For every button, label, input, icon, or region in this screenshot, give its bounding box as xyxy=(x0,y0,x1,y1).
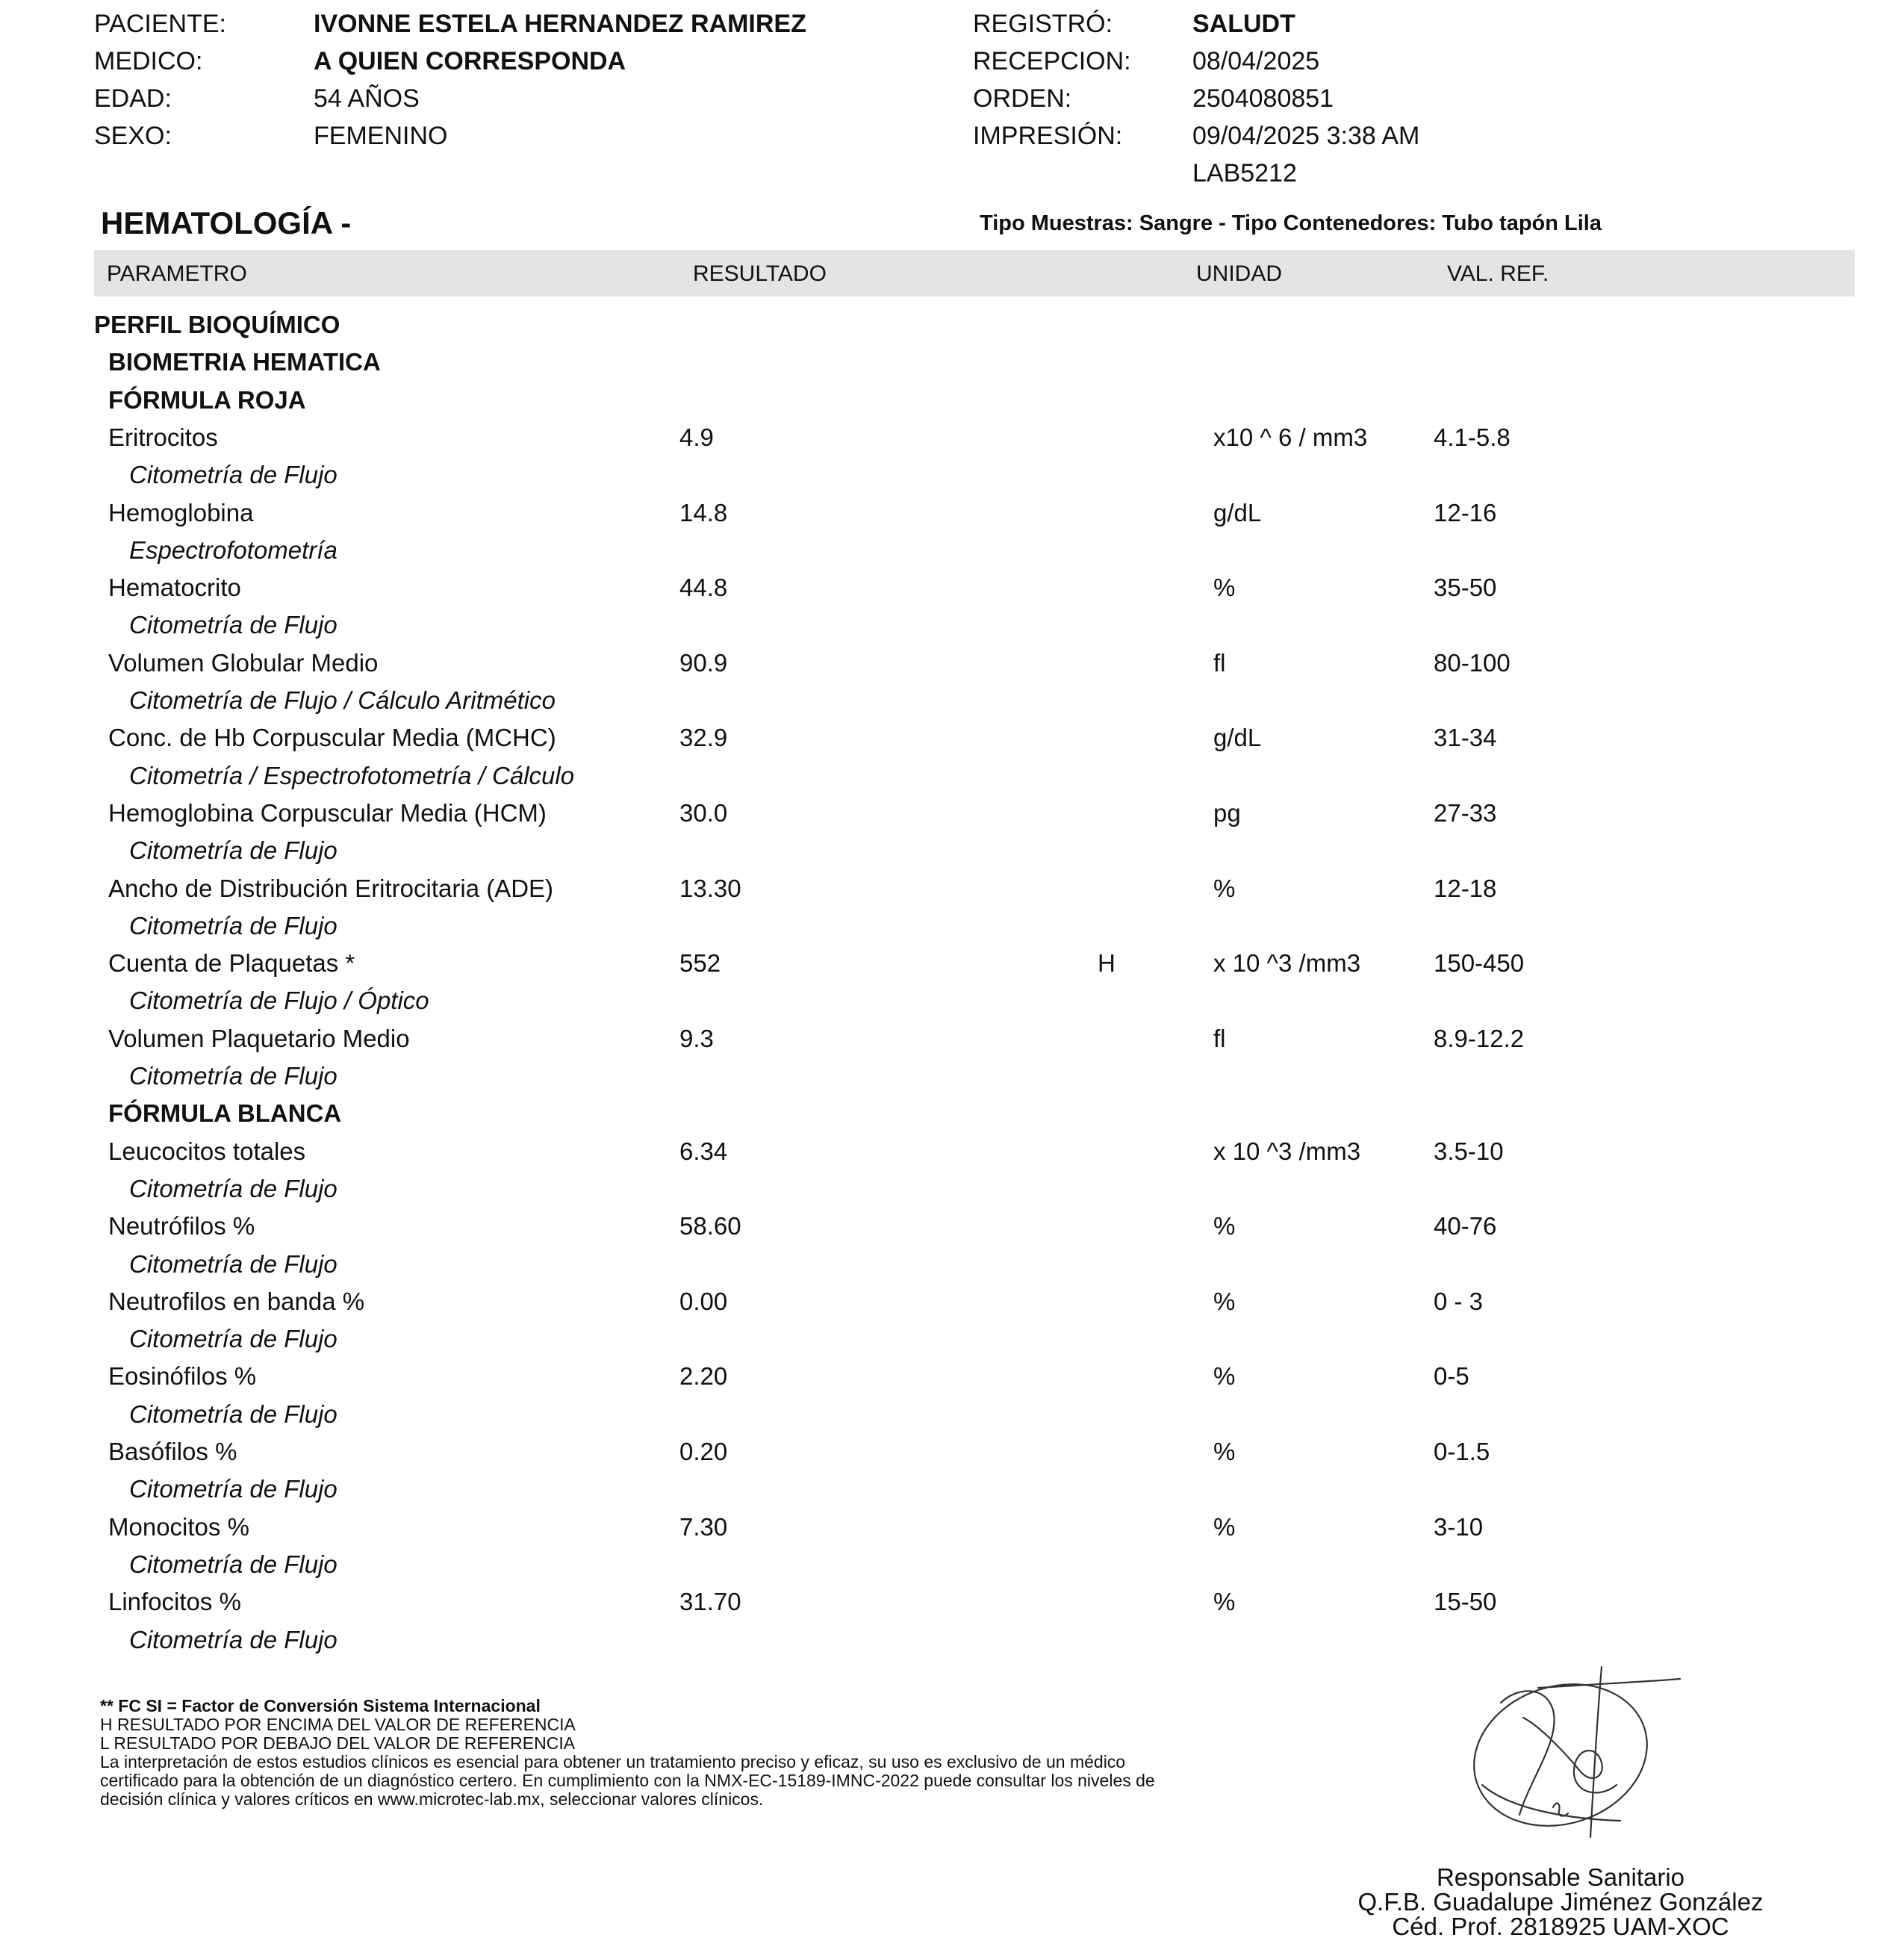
method-text: Citometría de Flujo xyxy=(129,836,337,864)
method-row xyxy=(0,836,1904,873)
test-unit: x 10 ^3 /mm3 xyxy=(1213,1137,1361,1165)
method-row xyxy=(0,1550,1904,1587)
test-name: Leucocitos totales xyxy=(108,1137,306,1165)
patient-field-value: FEMENINO xyxy=(314,122,448,150)
test-reference: 0-1.5 xyxy=(1434,1438,1490,1465)
method-text: Citometría de Flujo xyxy=(129,1250,337,1278)
group-heading xyxy=(0,347,1904,385)
method-row xyxy=(0,1324,1904,1361)
test-reference: 35-50 xyxy=(1434,574,1497,601)
table-row xyxy=(0,498,1904,535)
test-result: 31.70 xyxy=(679,1588,741,1615)
column-resultado: RESULTADO xyxy=(693,261,827,286)
test-unit: % xyxy=(1213,1288,1236,1315)
method-row xyxy=(0,610,1904,647)
test-name: Hemoglobina xyxy=(108,499,254,527)
test-result: 32.9 xyxy=(679,724,728,751)
method-row xyxy=(0,761,1904,798)
method-row xyxy=(0,1625,1904,1662)
method-row xyxy=(0,911,1904,948)
test-reference: 12-18 xyxy=(1434,875,1497,902)
method-text: Citometría de Flujo xyxy=(129,1550,337,1578)
group-heading xyxy=(0,385,1904,423)
patient-field-value: 08/04/2025 xyxy=(1192,47,1320,75)
test-result: 0.20 xyxy=(679,1438,728,1465)
test-result: 2.20 xyxy=(679,1362,728,1390)
test-reference: 12-16 xyxy=(1434,499,1497,527)
patient-field-value: 54 AÑOS xyxy=(314,84,420,113)
group-title: FÓRMULA ROJA xyxy=(108,386,306,414)
test-name: Neutrofilos en banda % xyxy=(108,1288,365,1315)
test-unit: % xyxy=(1213,1513,1236,1541)
test-reference: 4.1-5.8 xyxy=(1434,423,1511,451)
test-name: Volumen Plaquetario Medio xyxy=(108,1025,410,1052)
test-result: 6.34 xyxy=(679,1137,728,1165)
test-unit: % xyxy=(1213,1212,1236,1240)
test-reference: 40-76 xyxy=(1434,1212,1497,1240)
test-reference: 150-450 xyxy=(1434,949,1525,977)
test-unit: fl xyxy=(1213,1025,1226,1052)
table-row xyxy=(0,874,1904,911)
test-reference: 0 - 3 xyxy=(1434,1288,1484,1315)
table-row xyxy=(0,1361,1904,1399)
footnote-line: certificado para la obtención de un diagnóstico certero. En cumplimiento con la NMX-EC-15189-IMNC-2022 puede consultar los niveles de xyxy=(100,1771,1155,1790)
column-unidad: UNIDAD xyxy=(1196,261,1283,286)
patient-field-value: IVONNE ESTELA HERNANDEZ RAMIREZ xyxy=(314,10,806,38)
table-row xyxy=(0,1211,1904,1249)
test-reference: 80-100 xyxy=(1434,649,1511,677)
test-name: Cuenta de Plaquetas * xyxy=(108,949,355,977)
table-row xyxy=(0,1137,1904,1174)
patient-field-label: REGISTRÓ: xyxy=(973,10,1113,38)
test-unit: x 10 ^3 /mm3 xyxy=(1213,949,1361,977)
method-row xyxy=(0,460,1904,497)
test-name: Hemoglobina Corpuscular Media (HCM) xyxy=(108,799,547,827)
test-result: 30.0 xyxy=(679,799,728,827)
test-unit: % xyxy=(1213,1362,1236,1390)
method-text: Espectrofotometría xyxy=(129,536,337,564)
footnote-line: H RESULTADO POR ENCIMA DEL VALOR DE REFERENCIA xyxy=(100,1715,576,1734)
method-text: Citometría de Flujo xyxy=(129,611,337,639)
patient-field-value: 2504080851 xyxy=(1192,84,1334,113)
patient-field-label: EDAD: xyxy=(94,84,172,113)
test-name: Monocitos % xyxy=(108,1513,249,1541)
group-title: BIOMETRIA HEMATICA xyxy=(108,348,381,376)
test-name: Conc. de Hb Corpuscular Media (MCHC) xyxy=(108,724,556,751)
method-row xyxy=(0,535,1904,573)
test-result: 0.00 xyxy=(679,1288,728,1315)
method-row xyxy=(0,1174,1904,1211)
method-row xyxy=(0,1474,1904,1512)
signature-license: Céd. Prof. 2818925 UAM-XOC xyxy=(1392,1913,1729,1940)
table-row xyxy=(0,1287,1904,1324)
test-unit: x10 ^ 6 / mm3 xyxy=(1213,423,1368,451)
test-unit: pg xyxy=(1213,799,1241,827)
group-title: FÓRMULA BLANCA xyxy=(108,1099,342,1127)
test-unit: % xyxy=(1213,574,1236,601)
test-reference: 3-10 xyxy=(1434,1513,1484,1541)
section-title: HEMATOLOGÍA - xyxy=(101,205,352,240)
test-reference: 31-34 xyxy=(1434,724,1497,751)
method-text: Citometría de Flujo xyxy=(129,1175,337,1202)
column-valref: VAL. REF. xyxy=(1447,261,1549,286)
group-heading xyxy=(0,310,1904,347)
test-reference: 0-5 xyxy=(1434,1362,1469,1390)
method-text: Citometría de Flujo xyxy=(129,1626,337,1653)
footnote-line: L RESULTADO POR DEBAJO DEL VALOR DE REFERENCIA xyxy=(100,1733,576,1753)
patient-field-label: ORDEN: xyxy=(973,84,1072,113)
handwritten-signature xyxy=(1449,1658,1687,1852)
table-row xyxy=(0,1512,1904,1550)
method-row xyxy=(0,686,1904,723)
result-flag: H xyxy=(1098,949,1116,977)
test-name: Eosinófilos % xyxy=(108,1362,257,1390)
patient-field-label: PACIENTE: xyxy=(94,10,226,38)
patient-field-value: SALUDT xyxy=(1192,10,1295,38)
table-row xyxy=(0,948,1904,986)
method-text: Citometría de Flujo xyxy=(129,461,337,488)
test-result: 7.30 xyxy=(679,1513,728,1541)
table-row xyxy=(0,798,1904,836)
table-row xyxy=(0,723,1904,760)
test-unit: % xyxy=(1213,1438,1236,1465)
patient-field-label: MEDICO: xyxy=(94,47,203,75)
patient-field-label: SEXO: xyxy=(94,122,172,150)
method-text: Citometría de Flujo xyxy=(129,1475,337,1503)
test-name: Hematocrito xyxy=(108,574,241,601)
patient-field-value: A QUIEN CORRESPONDA xyxy=(314,47,626,75)
signature-role: Responsable Sanitario xyxy=(1436,1863,1685,1891)
test-name: Basófilos % xyxy=(108,1438,237,1465)
test-result: 9.3 xyxy=(679,1025,714,1052)
table-row xyxy=(0,1437,1904,1474)
test-result: 90.9 xyxy=(679,649,728,677)
test-result: 44.8 xyxy=(679,574,728,601)
test-name: Eritrocitos xyxy=(108,423,218,451)
test-name: Ancho de Distribución Eritrocitaria (ADE) xyxy=(108,875,554,902)
column-header-bar xyxy=(94,250,1855,296)
table-row xyxy=(0,648,1904,686)
test-reference: 8.9-12.2 xyxy=(1434,1025,1525,1052)
method-text: Citometría de Flujo / Óptico xyxy=(129,987,429,1014)
test-name: Neutrófilos % xyxy=(108,1212,255,1240)
group-heading xyxy=(0,1099,1904,1136)
sample-info: Tipo Muestras: Sangre - Tipo Contenedores: Tubo tapón Lila xyxy=(980,211,1602,235)
table-row xyxy=(0,1587,1904,1624)
table-row xyxy=(0,573,1904,610)
test-unit: % xyxy=(1213,875,1236,902)
test-reference: 3.5-10 xyxy=(1434,1137,1504,1165)
footnote-fc-si: ** FC SI = Factor de Conversión Sistema Internacional xyxy=(100,1696,541,1715)
test-name: Volumen Globular Medio xyxy=(108,649,379,677)
test-result: 552 xyxy=(679,949,721,977)
table-row xyxy=(0,423,1904,460)
test-unit: g/dL xyxy=(1213,724,1262,751)
test-unit: g/dL xyxy=(1213,499,1262,527)
footnotes xyxy=(100,1697,1155,1809)
table-row xyxy=(0,1024,1904,1061)
method-text: Citometría de Flujo xyxy=(129,1325,337,1353)
test-reference: 27-33 xyxy=(1434,799,1497,827)
patient-field-label: RECEPCION: xyxy=(973,47,1131,75)
test-reference: 15-50 xyxy=(1434,1588,1497,1615)
test-result: 4.9 xyxy=(679,423,714,451)
patient-field-value: LAB5212 xyxy=(1192,159,1297,187)
patient-field-value: 09/04/2025 3:38 AM xyxy=(1192,122,1420,150)
test-result: 58.60 xyxy=(679,1212,741,1240)
footnote-line: decisión clínica y valores críticos en www.microtec-lab.mx, seleccionar valores clínicos. xyxy=(100,1789,764,1809)
method-text: Citometría / Espectrofotometría / Cálculo xyxy=(129,762,575,789)
footnote-line: La interpretación de estos estudios clínicos es esencial para obtener un tratamiento preciso y eficaz, su uso es exclusivo de un médico xyxy=(100,1752,1126,1771)
method-text: Citometría de Flujo xyxy=(129,1400,337,1428)
method-row xyxy=(0,1061,1904,1099)
method-text: Citometría de Flujo / Cálculo Aritmético xyxy=(129,686,556,714)
test-result: 13.30 xyxy=(679,875,741,902)
column-parametro: PARAMETRO xyxy=(107,261,247,286)
method-text: Citometría de Flujo xyxy=(129,1062,337,1090)
test-unit: % xyxy=(1213,1588,1236,1615)
group-title: PERFIL BIOQUÍMICO xyxy=(94,311,340,338)
patient-field-label: IMPRESIÓN: xyxy=(973,122,1123,150)
test-name: Linfocitos % xyxy=(108,1588,241,1615)
signature-name: Q.F.B. Guadalupe Jiménez González xyxy=(1357,1888,1764,1916)
method-row xyxy=(0,1249,1904,1287)
test-result: 14.8 xyxy=(679,499,728,527)
method-row xyxy=(0,986,1904,1023)
method-text: Citometría de Flujo xyxy=(129,912,337,940)
test-unit: fl xyxy=(1213,649,1226,677)
method-row xyxy=(0,1400,1904,1437)
